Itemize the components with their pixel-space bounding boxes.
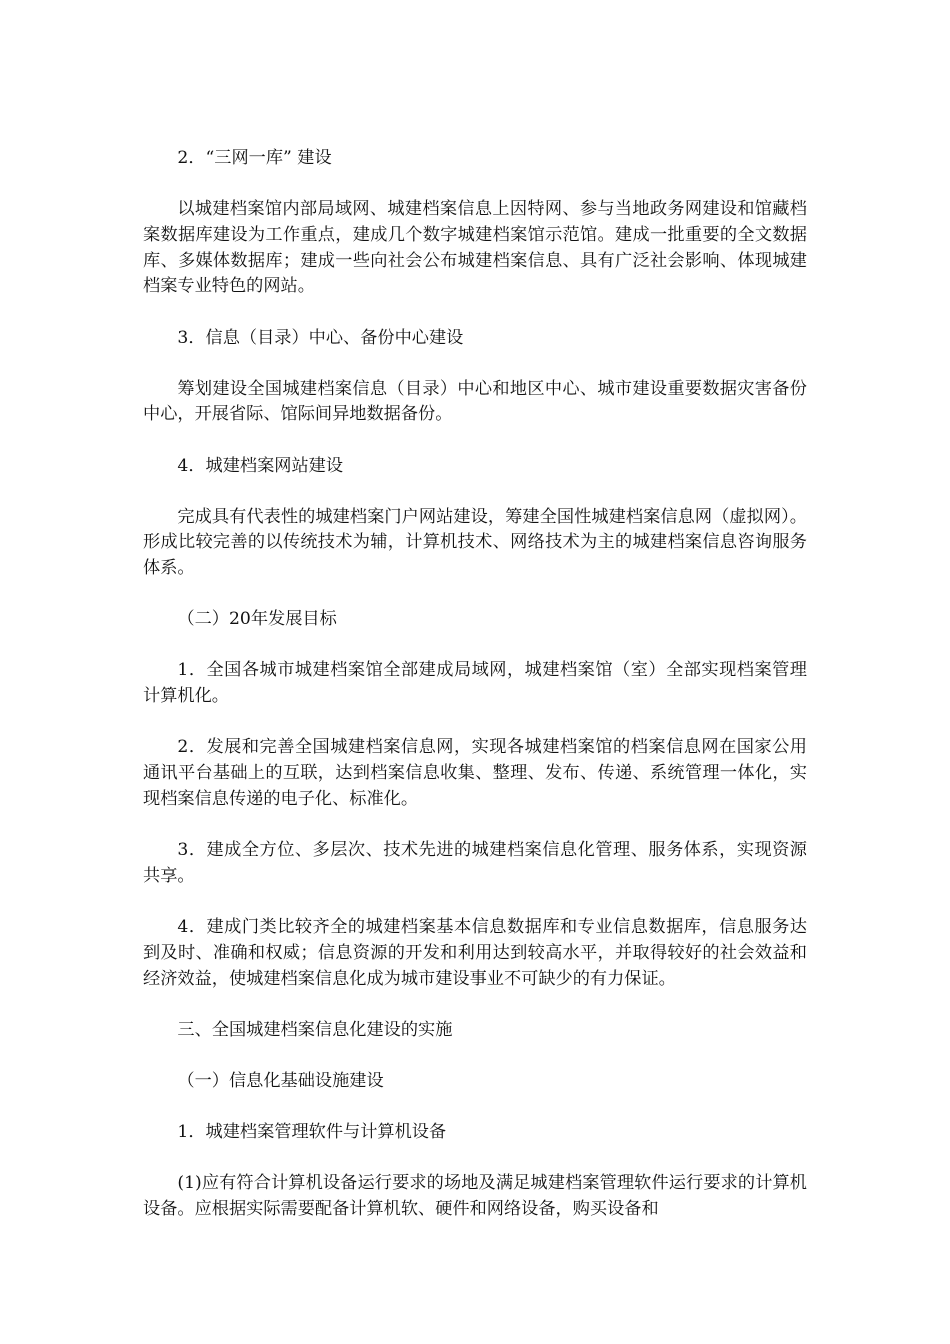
body-paragraph: (1)应有符合计算机设备运行要求的场地及满足城建档案管理软件运行要求的计算机设备。应根据实际需要配备计算机软、硬件和网络设备，购买设备和: [143, 1172, 807, 1219]
section-heading: （二）20年发展目标: [177, 609, 337, 630]
document-body: [143, 146, 807, 1248]
body-paragraph: 1．全国各城市城建档案馆全部建成局域网，城建档案馆（室）全部实现档案管理计算机化。: [143, 660, 807, 707]
section-heading: （一）信息化基础设施建设: [177, 1070, 384, 1091]
section-heading: 1．城建档案管理软件与计算机设备: [177, 1121, 447, 1142]
section-heading: 3．信息（目录）中心、备份中心建设: [177, 327, 464, 348]
body-paragraph: 完成具有代表性的城建档案门户网站建设，筹建全国性城建档案信息网（虚拟网）。形成比较完善的以传统技术为辅，计算机技术、网络技术为主的城建档案信息咨询服务体系。: [143, 506, 807, 579]
body-paragraph: 3．建成全方位、多层次、技术先进的城建档案信息化管理、服务体系，实现资源共享。: [143, 840, 807, 886]
body-paragraph: 2．发展和完善全国城建档案信息网，实现各城建档案馆的档案信息网在国家公用通讯平台基础上的互联，达到档案信息收集、整理、发布、传递、系统管理一体化，实现档案信息传递的电子化、标准化。: [143, 737, 807, 809]
section-heading: 4．城建档案网站建设: [177, 455, 344, 476]
section-heading: 2．“三网一库” 建设: [177, 148, 332, 168]
body-paragraph: 4．建成门类比较齐全的城建档案基本信息数据库和专业信息数据库，信息服务达到及时、准确和权威；信息资源的开发和利用达到较高水平，并取得较好的社会效益和经济效益，使城建档案信息化成为城市建设事业不可缺少的有力保证。: [143, 916, 807, 989]
body-paragraph: 以城建档案馆内部局域网、城建档案信息上因特网、参与当地政务网建设和馆藏档案数据库建设为工作重点，建成几个数字城建档案馆示范馆。建成一批重要的全文数据库、多媒体数据库；建成一些向社会公布城建档案信息、具有广泛社会影响、体现城建档案专业特色的网站。: [143, 199, 807, 297]
body-paragraph: 筹划建设全国城建档案信息（目录）中心和地区中心、城市建设重要数据灾害备份中心，开展省际、馆际间异地数据备份。: [143, 378, 807, 425]
section-heading: 三、全国城建档案信息化建设的实施: [177, 1019, 453, 1040]
